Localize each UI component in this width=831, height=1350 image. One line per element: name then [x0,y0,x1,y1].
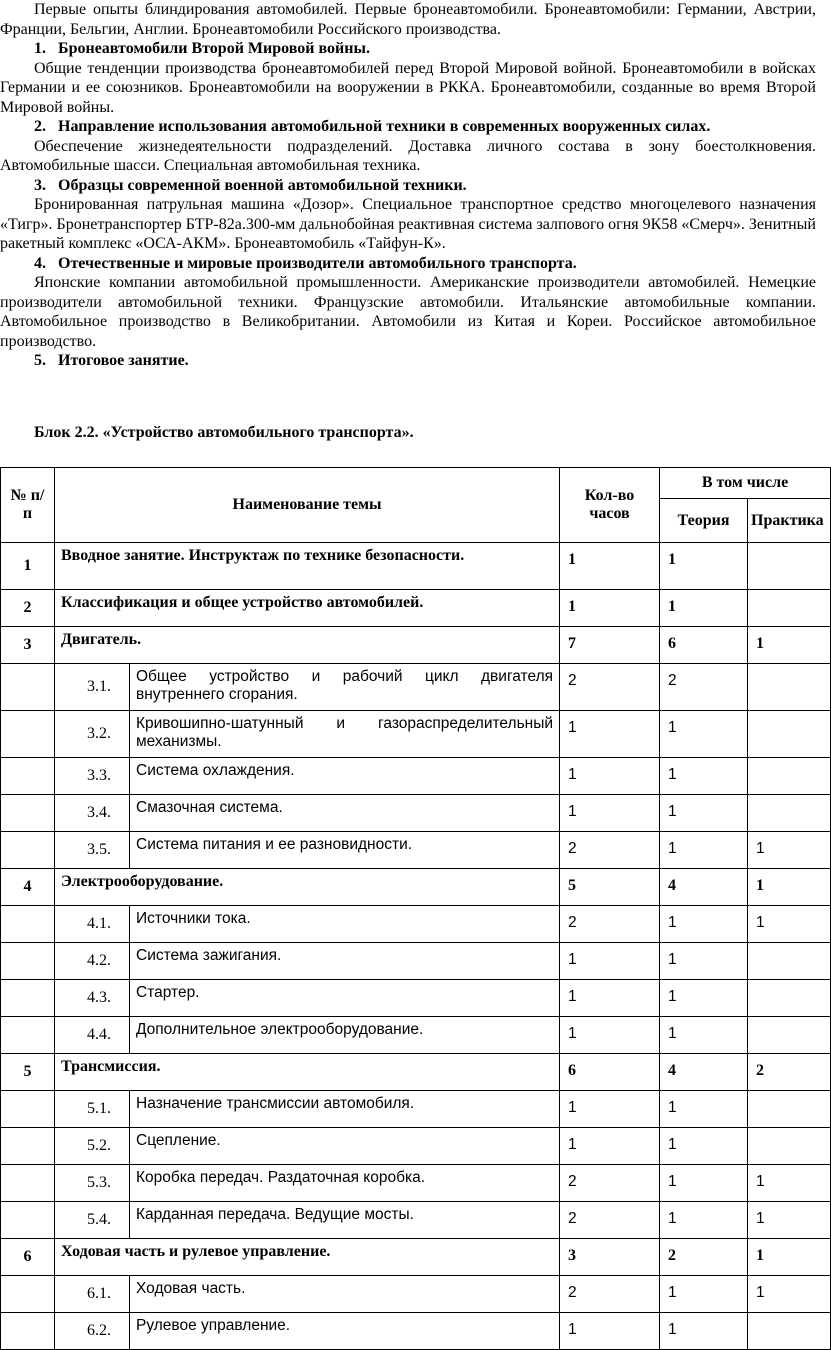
section-heading-3 [0,176,816,196]
table-row [1,1165,831,1202]
row-spacer-cell [1,711,55,758]
section-heading-5 [0,351,816,371]
table-row [1,1276,831,1313]
row-theory: 1 [660,758,748,795]
table-row [1,1202,831,1239]
row-hours: 1 [560,943,660,980]
row-number: 2 [1,590,55,627]
row-hours: 1 [560,1017,660,1054]
row-topic: Ходовая часть. [130,1276,560,1313]
row-spacer-cell [1,832,55,869]
table-row [1,832,831,869]
row-hours: 1 [560,795,660,832]
header-number: № п/п [1,468,55,543]
section-title: Направление использования автомобильной техники в современных вооруженных силах. [58,118,711,135]
row-number: 1 [1,543,55,590]
row-hours: 2 [560,906,660,943]
table-row-section [1,543,831,590]
row-spacer-cell [1,1276,55,1313]
row-number: 5.2. [55,1128,130,1165]
row-spacer-cell [1,795,55,832]
row-spacer-cell [1,664,55,711]
row-topic: Система охлаждения. [130,758,560,795]
row-topic: Стартер. [130,980,560,1017]
table-row [1,1017,831,1054]
row-hours: 6 [560,1054,660,1091]
table-row [1,795,831,832]
row-topic: Источники тока. [130,906,560,943]
row-topic: Трансмиссия. [55,1054,560,1091]
row-number: 4.2. [55,943,130,980]
row-practice [748,1017,831,1054]
row-practice: 1 [748,1239,831,1276]
row-number: 3.3. [55,758,130,795]
row-spacer-cell [1,1017,55,1054]
row-hours: 1 [560,758,660,795]
row-topic: Кривошипно-шатунный и газораспределительный механизмы. [130,711,560,758]
table-body [1,468,831,1350]
row-practice [748,711,831,758]
header-theory: Теория [660,499,748,543]
row-theory: 1 [660,1128,748,1165]
section-text-1: Общие тенденции производства бронеавтомобилей перед Второй Мировой войной. Бронеавтомобили в войсках Германии и ее союзников. Бронеавтомобили на вооружении в РККА. Бронеавтомобили, созданные во время Второй Мировой войны. [0,59,816,116]
row-number: 3.1. [55,664,130,711]
row-spacer-cell [1,943,55,980]
row-number: 5.4. [55,1202,130,1239]
row-practice [748,980,831,1017]
header-including: В том числе [660,468,831,499]
curriculum-table [0,467,831,1350]
row-hours: 1 [560,590,660,627]
row-practice: 2 [748,1054,831,1091]
row-spacer-cell [1,1128,55,1165]
row-theory: 1 [660,1017,748,1054]
row-theory: 1 [660,1276,748,1313]
table-row [1,906,831,943]
row-theory: 1 [660,711,748,758]
table-row-section [1,627,831,664]
row-practice: 1 [748,1202,831,1239]
row-number: 4.1. [55,906,130,943]
row-hours: 2 [560,1276,660,1313]
row-theory: 4 [660,1054,748,1091]
row-number: 4.3. [55,980,130,1017]
row-theory: 1 [660,795,748,832]
table-header-row [1,468,831,499]
row-hours: 3 [560,1239,660,1276]
row-hours: 2 [560,832,660,869]
section-text-4: Японские компании автомобильной промышленности. Американские производители автомобилей. Немецкие производители автомобильной техники. Французские автомобили. Итальянские автомобильные компании. Автомобильное производство в Великобритании. Автомобили из Китая и Кореи. Российское автомобильное производство. [0,274,816,350]
row-practice [748,664,831,711]
row-topic: Классификация и общее устройство автомобилей. [55,590,560,627]
row-number: 6 [1,1239,55,1276]
section-heading-4 [0,254,816,274]
row-topic: Система питания и ее разновидности. [130,832,560,869]
section-title: Образцы современной военной автомобильной техники. [58,176,467,194]
section-text-2: Обеспечение жизнедеятельности подразделений. Доставка личного состава в зону боестолкновения. Автомобильные шасси. Специальная автомобильная техника. [0,137,816,174]
table-row-section [1,869,831,906]
row-theory: 1 [660,590,748,627]
prose-section [0,0,816,371]
section-number: 4. [34,254,46,272]
row-topic: Двигатель. [55,627,560,664]
row-topic: Электрооборудование. [55,869,560,906]
section-number: 2. [34,118,46,135]
row-number: 5 [1,1054,55,1091]
row-practice: 1 [748,627,831,664]
section-title: Бронеавтомобили Второй Мировой войны. [58,40,370,57]
row-spacer-cell [1,1202,55,1239]
row-topic: Сцепление. [130,1128,560,1165]
row-practice [748,795,831,832]
row-practice [748,590,831,627]
row-number: 3.5. [55,832,130,869]
row-practice [748,543,831,590]
block-title: Блок 2.2. «Устройство автомобильного транспорта». [34,424,414,441]
row-theory: 6 [660,627,748,664]
row-number: 3.4. [55,795,130,832]
row-number: 6.1. [55,1276,130,1313]
table-row [1,943,831,980]
section-title: Итоговое занятие. [58,352,189,369]
header-hours: Кол-во часов [560,468,660,543]
section-number: 3. [34,176,46,194]
row-practice [748,1128,831,1165]
row-hours: 5 [560,869,660,906]
row-hours: 2 [560,664,660,711]
row-theory: 1 [660,1165,748,1202]
row-number: 4.4. [55,1017,130,1054]
row-topic: Карданная передача. Ведущие мосты. [130,1202,560,1239]
row-theory: 1 [660,980,748,1017]
row-spacer-cell [1,1313,55,1350]
row-topic: Рулевое управление. [130,1313,560,1350]
row-theory: 1 [660,543,748,590]
row-number: 4 [1,869,55,906]
row-spacer-cell [1,1165,55,1202]
row-theory: 2 [660,1239,748,1276]
row-practice: 1 [748,832,831,869]
row-practice: 1 [748,1276,831,1313]
row-theory: 1 [660,1313,748,1350]
row-number: 3.2. [55,711,130,758]
row-spacer-cell [1,980,55,1017]
row-hours: 1 [560,543,660,590]
row-practice: 1 [748,869,831,906]
row-hours: 1 [560,980,660,1017]
header-topic: Наименование темы [55,468,560,543]
row-topic: Система зажигания. [130,943,560,980]
row-topic: Коробка передач. Раздаточная коробка. [130,1165,560,1202]
row-topic: Вводное занятие. Инструктаж по технике безопасности. [55,543,560,590]
section-text-3: Бронированная патрульная машина «Дозор». Специальное транспортное средство многоцелевого назначения «Тигр». Бронетранспортер БТР-82а.300-мм дальнобойная реактивная система залпового огня 9К58 «Смерч». Зенитный ракетный комплекс «ОСА-АКМ». Бронеавтомобиль «Тайфун-К». [0,196,816,252]
row-theory: 1 [660,943,748,980]
section-heading-1 [0,39,816,59]
table-row [1,1128,831,1165]
row-hours: 1 [560,1091,660,1128]
row-hours: 1 [560,1128,660,1165]
row-number: 5.1. [55,1091,130,1128]
row-practice [748,943,831,980]
row-practice: 1 [748,1165,831,1202]
row-spacer-cell [1,1091,55,1128]
row-theory: 2 [660,664,748,711]
row-theory: 4 [660,869,748,906]
section-number: 5. [34,352,46,369]
table-row [1,711,831,758]
row-hours: 2 [560,1165,660,1202]
table-row-section [1,1239,831,1276]
row-theory: 1 [660,1202,748,1239]
row-practice: 1 [748,906,831,943]
row-theory: 1 [660,906,748,943]
table-row-section [1,590,831,627]
row-topic: Смазочная система. [130,795,560,832]
table-row [1,1313,831,1350]
row-practice [748,758,831,795]
row-topic: Дополнительное электрооборудование. [130,1017,560,1054]
row-hours: 7 [560,627,660,664]
row-topic: Общее устройство и рабочий цикл двигателя внутреннего сгорания. [130,664,560,711]
table-row [1,980,831,1017]
intro-paragraph: Первые опыты блиндирования автомобилей. Первые бронеавтомобили. Бронеавтомобили: Германии, Австрии, Франции, Бельгии, Англии. Бронеавтомобили Российского производства. [0,1,816,38]
row-hours: 1 [560,711,660,758]
row-number: 5.3. [55,1165,130,1202]
row-practice [748,1091,831,1128]
row-number: 3 [1,627,55,664]
row-theory: 1 [660,1091,748,1128]
section-title: Отечественные и мировые производители автомобильного транспорта. [58,254,577,272]
section-number: 1. [34,40,46,57]
header-practice: Практика [748,499,831,543]
row-spacer-cell [1,906,55,943]
row-theory: 1 [660,832,748,869]
row-hours: 2 [560,1202,660,1239]
table-row [1,758,831,795]
row-number: 6.2. [55,1313,130,1350]
table-row [1,1091,831,1128]
row-practice [748,1313,831,1350]
row-hours: 1 [560,1313,660,1350]
table-row-section [1,1054,831,1091]
table-row [1,664,831,711]
section-heading-2 [0,117,816,137]
row-topic: Ходовая часть и рулевое управление. [55,1239,560,1276]
row-topic: Назначение трансмиссии автомобиля. [130,1091,560,1128]
row-spacer-cell [1,758,55,795]
